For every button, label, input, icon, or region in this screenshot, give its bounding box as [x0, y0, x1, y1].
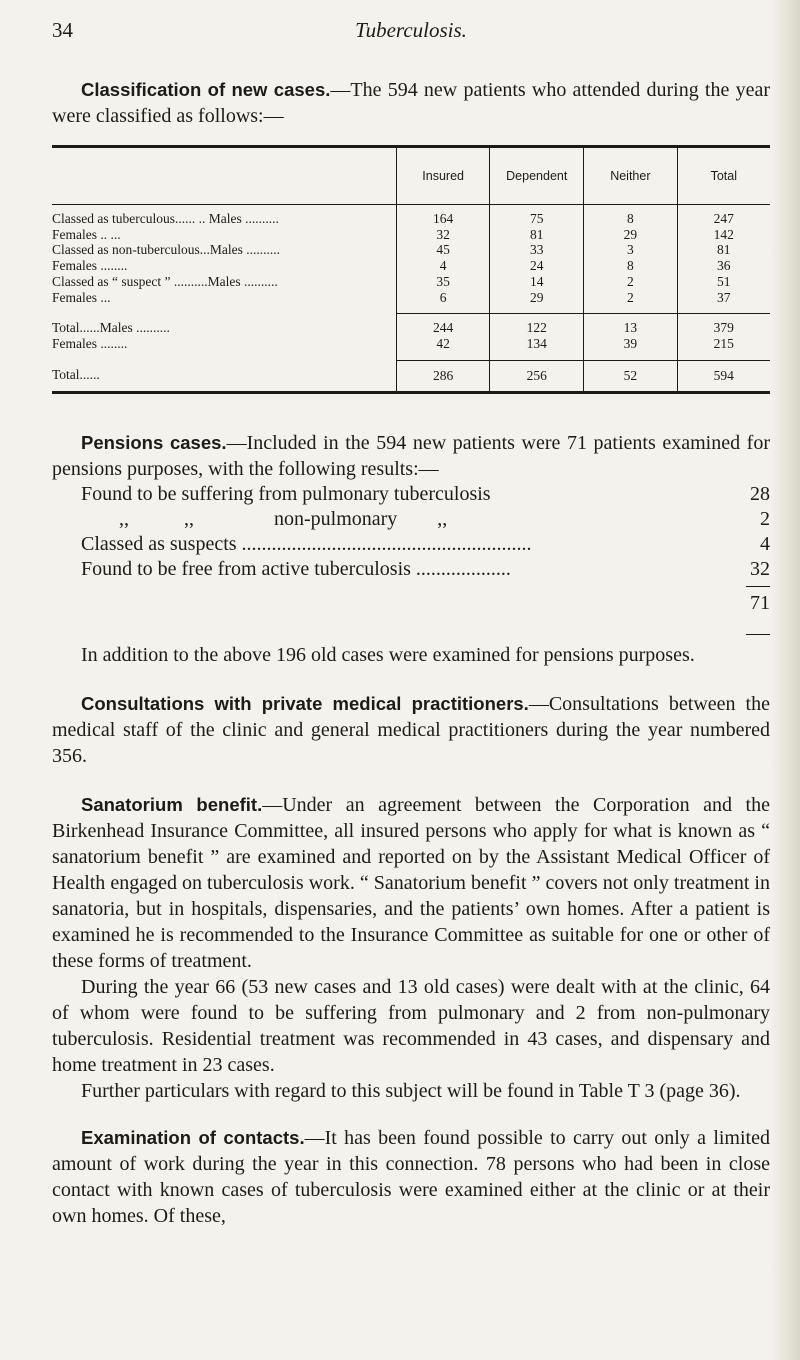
- row-label: Females ........: [52, 336, 128, 352]
- cell-neither: 2: [584, 274, 678, 290]
- table-row: [52, 205, 770, 227]
- cell-insured: 286: [396, 360, 490, 392]
- sanatorium-paragraph-3: Further particulars with regard to this subject will be found in Table T 3 (page 36).: [81, 1079, 741, 1102]
- table-row: [52, 274, 770, 290]
- cell-dependent: 14: [490, 274, 584, 290]
- table-header-blank: [52, 147, 396, 205]
- sanatorium-paragraph-2: During the year 66 (53 new cases and 13 old cases) were dealt with at the clinic, 64 of whom were found to be suffering from pulmonary and 2 from non-pulmonary tuberculosis. Residential treatment was recommended in 43 cases, and dispensary and home treatment in 23 cases.: [52, 975, 770, 1076]
- contacts-heading: Examination of contacts.: [81, 1126, 305, 1148]
- row-label: Total......Males ..........: [52, 319, 170, 335]
- row-label: Classed as “ suspect ” ..........Males ..........: [52, 273, 278, 289]
- cell-dependent: 75: [490, 205, 584, 227]
- table-header-row: [52, 147, 770, 205]
- column-header-neither: Neither: [584, 147, 678, 205]
- classification-text: —The 594 new patients who attended during the year were classified as follows:—: [52, 79, 771, 127]
- cell-dependent: 33: [490, 242, 584, 258]
- list-item-label: Classed as suspects ..........................................................: [81, 532, 532, 555]
- contacts-paragraph: [52, 1125, 770, 1229]
- total-value: 71: [750, 591, 770, 614]
- cell-neither: 39: [584, 336, 678, 360]
- cell-insured: 6: [396, 290, 490, 314]
- list-item: [81, 557, 770, 582]
- row-label: Females ........: [52, 258, 128, 274]
- cell-total: 81: [677, 242, 770, 258]
- cell-total: 142: [677, 227, 770, 243]
- cell-dependent: 134: [490, 336, 584, 360]
- pensions-heading: Pensions cases.: [81, 431, 227, 453]
- cell-neither: 3: [584, 242, 678, 258]
- table-row: [52, 227, 770, 243]
- total-underline: [746, 634, 770, 635]
- cell-dependent: 122: [490, 314, 584, 336]
- row-label: Females .. ...: [52, 226, 121, 242]
- classification-table: [52, 145, 770, 394]
- cell-neither: 52: [584, 360, 678, 392]
- pensions-results-list: [52, 482, 770, 616]
- cell-total: 37: [677, 290, 770, 314]
- cell-total: 36: [677, 258, 770, 274]
- pensions-total: [52, 582, 770, 616]
- cell-neither: 29: [584, 227, 678, 243]
- document-page: [52, 10, 770, 1229]
- list-item-label: Found to be suffering from pulmonary tuberculosis: [81, 482, 491, 505]
- table-row: [52, 314, 770, 336]
- table-row: [52, 242, 770, 258]
- cell-total: 247: [677, 205, 770, 227]
- cell-insured: 164: [396, 205, 490, 227]
- cell-insured: 42: [396, 336, 490, 360]
- column-header-insured: Insured: [396, 147, 490, 205]
- classification-heading: Classification of new cases.: [81, 79, 331, 100]
- sanatorium-paragraph: [52, 792, 770, 974]
- consultations-paragraph: [52, 691, 770, 769]
- cell-insured: 4: [396, 258, 490, 274]
- cell-dependent: 24: [490, 258, 584, 274]
- cell-insured: 32: [396, 227, 490, 243]
- table-row: [52, 258, 770, 274]
- consultations-heading: Consultations with private medical practitioners.: [81, 692, 529, 714]
- cell-insured: 244: [396, 314, 490, 336]
- list-item: [81, 532, 770, 557]
- cell-total: 51: [677, 274, 770, 290]
- sanatorium-heading: Sanatorium benefit.: [81, 793, 263, 815]
- cell-neither: 8: [584, 205, 678, 227]
- cell-total: 594: [677, 360, 770, 392]
- row-label: Total......: [52, 367, 100, 383]
- list-item-value: 4: [760, 532, 770, 555]
- cell-neither: 2: [584, 290, 678, 314]
- list-item: [81, 482, 770, 507]
- table-row: [52, 336, 770, 360]
- table-row: [52, 290, 770, 314]
- list-item: [81, 507, 770, 532]
- pensions-text: —Included in the 594 new patients were 71 patients examined for pensions purposes, with the following results:—: [52, 431, 770, 480]
- list-item-label: ,, ,, non-pulmonary ,,: [119, 507, 448, 530]
- pensions-addition: In addition to the above 196 old cases were examined for pensions purposes.: [81, 643, 695, 666]
- page-number: 34: [52, 18, 73, 42]
- list-item-value: 32: [750, 557, 770, 580]
- table-row: [52, 360, 770, 392]
- cell-neither: 13: [584, 314, 678, 336]
- list-item-value: 2: [760, 507, 770, 530]
- row-label: Classed as non-tuberculous...Males ..........: [52, 242, 280, 258]
- cell-total: 379: [677, 314, 770, 336]
- contacts-text: —It has been found possible to carry out only a limited amount of work during the year in this connection. 78 persons who had been in close contact with known cases of tuberculosis were examined either at the clinic or at their own homes. Of these,: [52, 1126, 770, 1227]
- consultations-text: —Consultations between the medical staff of the clinic and general medical practitioners during the year numbered 356.: [52, 692, 770, 767]
- page-edge-shadow: [770, 0, 800, 1360]
- classification-paragraph: [52, 77, 770, 129]
- cell-dependent: 29: [490, 290, 584, 314]
- cell-dependent: 81: [490, 227, 584, 243]
- cell-insured: 45: [396, 242, 490, 258]
- row-label: Classed as tuberculous...... .. Males ..........: [52, 211, 279, 226]
- cell-total: 215: [677, 336, 770, 360]
- column-header-dependent: Dependent: [490, 147, 584, 205]
- list-item-value: 28: [750, 482, 770, 505]
- cell-dependent: 256: [490, 360, 584, 392]
- page-header: [52, 10, 770, 44]
- pensions-paragraph: [52, 430, 770, 482]
- cell-insured: 35: [396, 274, 490, 290]
- cell-neither: 8: [584, 258, 678, 274]
- list-item-label: Found to be free from active tuberculosis ...................: [81, 557, 511, 580]
- sanatorium-text: —Under an agreement between the Corporation and the Birkenhead Insurance Committee, all insured persons who apply for what is known as “ sanatorium benefit ” are examined and reported on by the Assistant Medical Officer of Health engaged on tuberculosis work. “ Sanatorium benefit ” covers not only treatment in sanatoria, but in hospitals, dispensaries, and the patients’ own homes. After a patient is examined he is recommended to the Insurance Committee as suitable for one or other of these forms of treatment.: [52, 793, 770, 972]
- total-rule: [746, 586, 770, 587]
- row-label: Females ...: [52, 289, 111, 305]
- column-header-total: Total: [677, 147, 770, 205]
- running-title: Tuberculosis.: [355, 18, 467, 42]
